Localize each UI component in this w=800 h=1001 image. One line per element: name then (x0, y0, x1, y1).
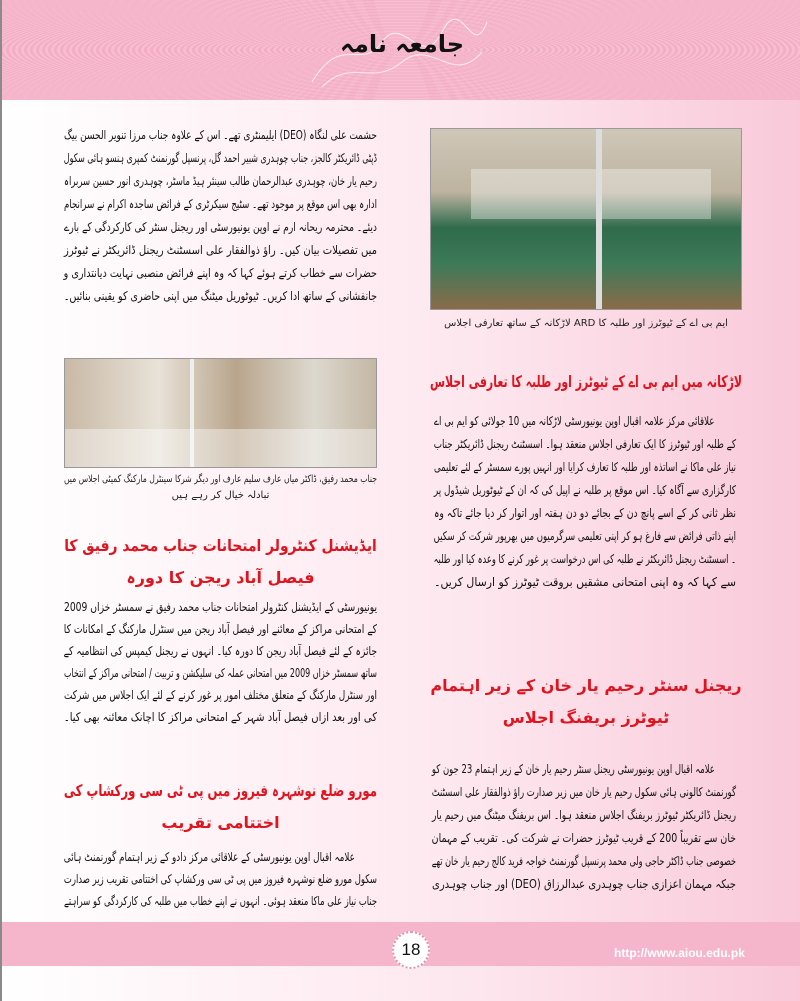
text-line: خصوصی جناب ڈاکٹر حاجی ولی محمد پرنسپل گورنمنٹ خواجہ فرید کالج رحیم یار خان تھے (431, 854, 736, 868)
masthead-banner (2, 0, 800, 100)
article-heading: ٹیوٹرز بریفنگ اجلاس (502, 708, 670, 727)
text-line: ساتھ سمسٹر خزاں 2009 میں امتحانی عملہ کی سلیکشن و تربیت / امتحانی مراکز کے انتخاب (64, 666, 378, 680)
text-line: نظر ثانی کر کے اسے پانچ دن کے بجائے دو دن ہفتہ اور اتوار کر دیا جائے تاکہ وہ (433, 506, 736, 520)
masthead-title: جامعہ نامہ (339, 30, 465, 58)
text-line: کی اور بعد ازاں فیصل آباد شہر کے امتحانی مراکز کا اچانک معائنہ بھی کیا۔ (63, 710, 377, 724)
text-line: رحیم یار خان، چوہدری عبدالرحمان طالب سینئر ہیڈ ماسٹر، چوہدری انور حسین سربراہ (64, 174, 377, 188)
text-line: ادارہ بھی اس موقع پر موجود تھے۔ سٹیج سیکرٹری کے فرائض ساجدہ اکرام نے سرانجام (64, 197, 377, 211)
text-line: گورنمنٹ کالونی ہائی سکول رحیم یار خان میں زیر صدارت راؤ ذوالفقار علی اسسٹنٹ (431, 785, 736, 799)
text-line: ۔ اسسٹنٹ ریجنل ڈائریکٹر نے طلبہ کی اس درخواست پر غور کرنے کا وعدہ کیا اور طلبہ (433, 552, 736, 566)
article-body (434, 410, 736, 594)
article-body (64, 596, 377, 728)
text-line: جناب نیاز علی ماکا منعقد ہوئی۔ انہوں نے اپنے خطاب میں طلبہ کی کارکردگی کو سراہتے (64, 894, 377, 908)
text-line: جبکہ مہمان اعزازی جناب چوہدری عبدالرزاق (DEO) اور جناب چوہدری (432, 877, 736, 891)
text-line: حضرات سے خطاب کرتے ہوئے کہا کہ وہ اپنے فرائض منصبی نہایت دیانتداری و (63, 266, 377, 280)
text-line: یونیورسٹی کے ایڈیشنل کنٹرولر امتحانات جناب محمد رفیق نے سمسٹر خزاں 2009 (64, 600, 377, 614)
text-line: کارگزاری سے آگاہ کیا۔ اس موقع پر طلبہ نے اپیل کی کہ ان کے ٹیوٹوریل شیڈول پر (433, 483, 736, 497)
article-heading: فیصل آباد ریجن کا دورہ (126, 568, 315, 587)
text-line: نیاز علی ماکا نے اساتذہ اور طلبہ کا تعارف کرایا اور انہیں پورے سمسٹر کے لئے تعلیمی (434, 460, 736, 474)
article-heading: مورو ضلع نوشہرہ فیروز میں پی ٹی سی ورکشاپ کی (63, 781, 377, 800)
text-line: جائزہ کے لئے فیصل آباد ریجن کا دورہ کیا۔ انہوں نے ریجنل کیمپس کی انتظامیہ کے (63, 644, 377, 658)
article-body (64, 846, 377, 912)
text-line: کے طلبہ اور ٹیوٹرز کا ایک تعارفی اجلاس منعقد ہوا۔ اسسٹنٹ ریجنل ڈائریکٹر جناب (433, 437, 736, 451)
photo-caption: جناب محمد رفیق، ڈاکٹر میاں عارف سلیم عارف اور دیگر شرکا سینٹرل مارکنگ کمیٹی اجلاس میں (63, 474, 378, 485)
text-line: دیئے۔ محترمہ ریحانہ ارم نے اوپن یونیورسٹی اور ریجنل سنٹر کی کارکردگی کے بارے (64, 220, 377, 234)
text-line: ڈپٹی ڈائریکٹر کالجز، جناب چوہدری شبیر احمد گل، پرنسپل گورنمنٹ کمپری ہنسو ہائی سکول (63, 151, 377, 165)
article-heading: اختتامی تقریب (161, 813, 280, 832)
text-line: ریجنل ڈائریکٹر ٹیوٹرز بریفنگ اجلاس منعقد ہوا۔ اس بریفنگ میٹنگ میں رحیم یار (432, 808, 736, 822)
text-line: علاقائی مرکز علامہ اقبال اوپن یونیورسٹی لاڑکانہ میں 10 جولائی کو ایم بی اے (434, 414, 715, 428)
text-line: میں تفصیلات بیان کیں۔ راؤ ذوالفقار علی اسسٹنٹ ریجنل ڈائریکٹر نے ٹیوٹرز (64, 243, 377, 257)
text-line: اپنے ذاتی فرائض سے فارغ ہو کر اپنی تعلیمی سرگرمیوں میں بھرپور شرکت کر سکیں (433, 529, 736, 543)
article-body (64, 124, 377, 308)
article-heading: ایڈیشنل کنٹرولر امتحانات جناب محمد رفیق کا (64, 536, 377, 555)
page-number: 18 (392, 931, 430, 969)
article-heading: لاڑکانہ میں ایم بی اے کے ٹیوٹرز اور طلبہ کا تعارفی اجلاس (429, 372, 742, 391)
text-line: جانفشانی کے ساتھ ادا کریں۔ ٹیوٹوریل میٹنگ میں اپنی حاضری کو یقینی بنائیں۔ (63, 289, 378, 303)
text-line: سے کہا کہ وہ اپنی امتحانی مشقیں بروقت ٹیوٹرز کو ارسال کریں۔ (434, 575, 736, 589)
text-line: کے امتحانی مراکز کے معائنے اور فیصل آباد ریجن میں سنٹرل مارکنگ کے امکانات کا (63, 622, 378, 636)
text-line: علامہ اقبال اوپن یونیورسٹی کے علاقائی مرکز دادو کے زیر اہتمام گورنمنٹ ہائی (63, 850, 355, 864)
website-link[interactable]: http://www.aiou.edu.pk (614, 946, 745, 960)
photo-central-marking-meeting (64, 358, 377, 468)
photo-caption: ایم بی اے کے ٹیوٹرز اور طلبہ کا ARD لاڑکانہ کے ساتھ تعارفی اجلاس (444, 318, 728, 329)
text-line: حشمت علی لنگاہ (DEO) ایلیمنٹری تھے۔ اس کے علاوہ جناب مرزا تنویر الحسن بیگ (64, 128, 377, 142)
article-heading: ریجنل سنٹر رحیم یار خان کے زیر اہتمام (430, 676, 742, 695)
photo-caption: تبادلہ خیال کر رہے ہیں (171, 490, 270, 501)
article-body (432, 758, 736, 896)
photo-mba-meeting (430, 128, 742, 310)
text-line: خان سے تقریباً 200 کے قریب ٹیوٹرز حضرات نے شرکت کی۔ تقریب کے مہمان (431, 831, 736, 845)
text-line: اور سنٹرل مارکنگ کے متعلق مختلف امور پر غور کرنے کے لئے ایک اجلاس میں شرکت (64, 688, 377, 702)
text-line: علامہ اقبال اوپن یونیورسٹی ریجنل سنٹر رحیم یار خان کے زیر اہتمام 23 جون کو (431, 762, 715, 776)
text-line: سکول مورو ضلع نوشہرہ فیروز میں پی ٹی سی ورکشاپ کی اختتامی تقریب زیر صدارت (63, 872, 378, 886)
